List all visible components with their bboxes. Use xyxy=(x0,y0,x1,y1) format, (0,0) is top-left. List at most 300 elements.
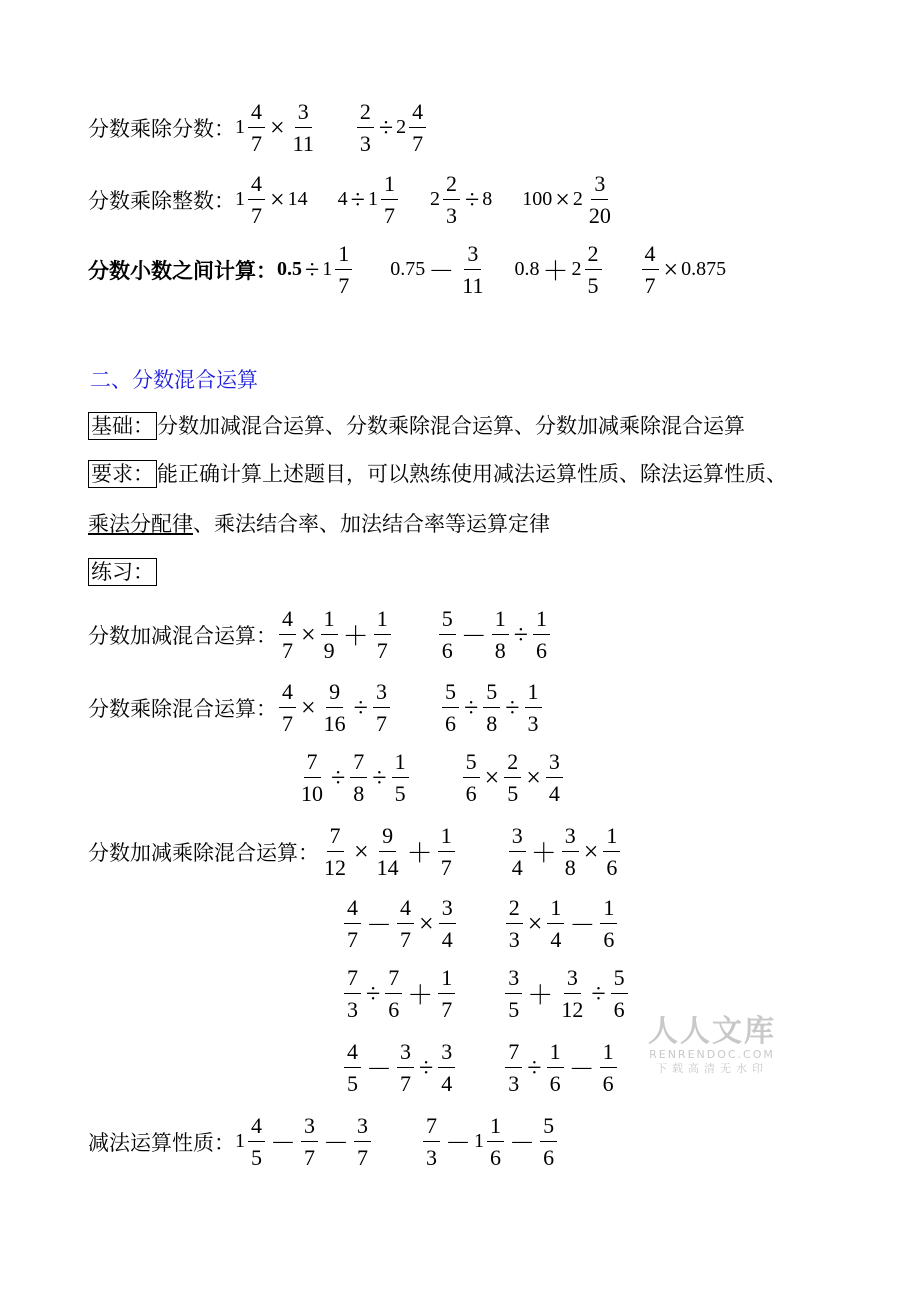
operator: ÷ xyxy=(366,978,381,1008)
expression xyxy=(640,238,727,301)
operator: × xyxy=(301,619,316,649)
operator: ＋ xyxy=(342,622,369,651)
operator: ÷ xyxy=(463,692,479,722)
requirement-box-label: 要求： xyxy=(88,460,157,488)
denominator: 3 xyxy=(527,711,539,736)
fraction xyxy=(547,892,564,955)
fraction xyxy=(385,962,402,1025)
whole-number: 2 xyxy=(429,188,440,210)
numerator: 1 xyxy=(374,603,391,635)
denominator: 7 xyxy=(357,1145,369,1170)
denominator: 3 xyxy=(508,927,520,952)
number: 0.8 xyxy=(514,258,540,280)
numerator: 3 xyxy=(464,238,481,270)
expression xyxy=(440,676,544,739)
numerator: 1 xyxy=(600,892,617,924)
whole-number: 2 xyxy=(571,258,582,280)
denominator: 5 xyxy=(394,781,406,806)
numerator: 4 xyxy=(248,96,265,128)
whole-number: 1 xyxy=(235,116,245,138)
fraction xyxy=(409,96,426,159)
numerator: 1 xyxy=(381,168,398,200)
numerator: 4 xyxy=(248,168,265,200)
operator: ＋ xyxy=(407,981,434,1010)
fraction xyxy=(540,1110,557,1173)
numerator: 3 xyxy=(546,746,563,778)
operator: ＋ xyxy=(527,981,554,1010)
watermark xyxy=(648,1016,776,1076)
numerator: 1 xyxy=(547,892,564,924)
operator: － xyxy=(428,257,455,286)
fraction xyxy=(279,603,296,666)
operator: － xyxy=(270,1129,297,1158)
expression xyxy=(355,96,428,159)
denominator: 7 xyxy=(441,997,453,1022)
numerator: 1 xyxy=(321,603,338,635)
requirement-cont-text: 、乘法结合率、加法结合率等运算定律 xyxy=(193,512,550,536)
denominator: 4 xyxy=(441,927,453,952)
fraction xyxy=(321,676,349,739)
fraction xyxy=(442,676,459,739)
fraction xyxy=(463,746,480,809)
denominator: 6 xyxy=(603,927,615,952)
numerator: 1 xyxy=(335,238,352,270)
watermark-sub: RENRENDOC.COM xyxy=(649,1048,775,1061)
numerator: 4 xyxy=(344,892,361,924)
denominator: 3 xyxy=(445,203,457,228)
fraction xyxy=(248,96,265,159)
numerator: 4 xyxy=(279,603,296,635)
basic-text: 分数加减混合运算、分数乘除混合运算、分数加减乘除混合运算 xyxy=(157,414,745,438)
fraction xyxy=(483,676,500,739)
row-mul-div-mixed-2 xyxy=(296,746,565,809)
numerator: 3 xyxy=(397,1036,414,1068)
row-label: 减法运算性质： xyxy=(88,1130,235,1155)
fraction xyxy=(248,1110,265,1173)
denominator: 5 xyxy=(251,1145,262,1170)
numerator: 7 xyxy=(327,820,344,852)
operator: － xyxy=(323,1129,350,1158)
numerator: 7 xyxy=(344,962,361,994)
row-subtraction-property xyxy=(88,1110,559,1173)
expression xyxy=(296,746,411,809)
denominator: 7 xyxy=(644,273,656,298)
numerator: 1 xyxy=(603,820,620,852)
fraction xyxy=(290,96,317,159)
denominator: 5 xyxy=(347,1071,358,1096)
fraction xyxy=(321,603,338,666)
number: 100 xyxy=(522,188,553,210)
fraction xyxy=(438,1036,455,1099)
numerator: 4 xyxy=(397,892,414,924)
denominator: 7 xyxy=(251,131,262,156)
operator: × xyxy=(526,762,541,792)
fraction xyxy=(279,676,296,739)
operator: × xyxy=(419,908,434,938)
operator: － xyxy=(366,1055,393,1084)
operator: × xyxy=(270,112,285,142)
operator: － xyxy=(366,911,393,940)
expression xyxy=(503,1036,618,1099)
fraction xyxy=(562,820,579,883)
fraction xyxy=(392,746,409,809)
denominator: 12 xyxy=(561,997,584,1022)
whole-number: 1 xyxy=(367,188,378,210)
numerator: 7 xyxy=(304,746,321,778)
fraction xyxy=(492,603,509,666)
denominator: 5 xyxy=(587,273,599,298)
operator: － xyxy=(445,1129,472,1158)
fraction xyxy=(505,1036,522,1099)
numerator: 4 xyxy=(279,676,296,708)
denominator: 7 xyxy=(338,273,350,298)
operator: × xyxy=(555,184,570,214)
fraction xyxy=(381,168,398,231)
denominator: 6 xyxy=(549,1071,561,1096)
fraction xyxy=(335,238,352,301)
expression xyxy=(277,603,393,666)
fraction xyxy=(438,962,455,1025)
numerator: 1 xyxy=(487,1110,504,1142)
numerator: 3 xyxy=(439,892,456,924)
expression xyxy=(430,168,492,231)
numerator: 7 xyxy=(385,962,402,994)
fraction xyxy=(439,603,456,666)
operator: － xyxy=(460,622,487,651)
fraction xyxy=(459,238,486,301)
fraction xyxy=(321,820,349,883)
numerator: 9 xyxy=(379,820,396,852)
denominator: 6 xyxy=(613,997,625,1022)
fraction xyxy=(642,238,659,301)
denominator: 4 xyxy=(511,855,523,880)
fraction xyxy=(423,1110,440,1173)
denominator: 7 xyxy=(440,855,452,880)
operator: ＋ xyxy=(530,839,557,868)
denominator: 11 xyxy=(292,131,314,156)
basic-line xyxy=(88,410,745,440)
numerator: 4 xyxy=(344,1036,361,1068)
fraction xyxy=(600,1036,617,1099)
number: 8 xyxy=(482,188,493,210)
denominator: 11 xyxy=(462,273,484,298)
denominator: 7 xyxy=(282,711,293,736)
numerator: 7 xyxy=(423,1110,440,1142)
operator: ＋ xyxy=(542,257,569,286)
numerator: 5 xyxy=(611,962,628,994)
expression xyxy=(235,168,308,231)
numerator: 2 xyxy=(357,96,374,128)
numerator: 4 xyxy=(642,238,659,270)
practice-line xyxy=(88,556,157,586)
denominator: 7 xyxy=(400,927,412,952)
numerator: 1 xyxy=(525,676,542,708)
numerator: 5 xyxy=(442,676,459,708)
expression xyxy=(503,962,629,1025)
fraction xyxy=(397,1036,414,1099)
expression xyxy=(514,238,603,301)
operator: － xyxy=(509,1129,536,1158)
row-all-mixed-4 xyxy=(342,1036,619,1099)
operator: － xyxy=(568,1055,595,1084)
denominator: 3 xyxy=(508,1071,520,1096)
fraction xyxy=(298,746,326,809)
operator: × xyxy=(270,184,285,214)
expression xyxy=(522,168,616,231)
numerator: 7 xyxy=(350,746,367,778)
fraction xyxy=(509,820,526,883)
fraction xyxy=(504,746,521,809)
whole-number: 2 xyxy=(572,188,583,210)
operator: ÷ xyxy=(505,692,520,722)
fraction xyxy=(505,962,522,1025)
fraction xyxy=(443,168,460,231)
operator: ÷ xyxy=(372,762,387,792)
operator: ÷ xyxy=(353,692,368,722)
fraction xyxy=(586,168,614,231)
numerator: 1 xyxy=(492,603,509,635)
numerator: 4 xyxy=(409,96,426,128)
denominator: 6 xyxy=(465,781,477,806)
numerator: 7 xyxy=(505,1036,522,1068)
denominator: 14 xyxy=(376,855,399,880)
denominator: 8 xyxy=(564,855,576,880)
fraction xyxy=(248,168,265,231)
expression xyxy=(390,238,488,301)
row-label: 分数小数之间计算： xyxy=(88,258,277,283)
fraction xyxy=(506,892,523,955)
denominator: 16 xyxy=(323,711,346,736)
fraction xyxy=(301,1110,318,1173)
row-label: 分数乘除分数： xyxy=(88,116,235,141)
whole-number: 1 xyxy=(474,1130,485,1152)
numerator: 9 xyxy=(326,676,343,708)
numerator: 3 xyxy=(301,1110,318,1142)
watermark-tag: 下载高清无水印 xyxy=(656,1062,768,1075)
fraction xyxy=(600,892,617,955)
row-all-mixed-3 xyxy=(342,962,630,1025)
denominator: 6 xyxy=(441,638,453,663)
denominator: 6 xyxy=(606,855,618,880)
expression xyxy=(235,1110,373,1173)
fraction xyxy=(350,746,367,809)
denominator: 3 xyxy=(426,1145,438,1170)
number: 4 xyxy=(337,188,348,210)
fraction xyxy=(354,1110,371,1173)
denominator: 6 xyxy=(444,711,456,736)
denominator: 5 xyxy=(508,997,520,1022)
expression xyxy=(507,820,623,883)
operator: ÷ xyxy=(513,619,528,649)
denominator: 4 xyxy=(548,781,560,806)
number: 0.75 xyxy=(390,258,426,280)
row-label: 分数乘除整数： xyxy=(88,188,235,213)
whole-number: 1 xyxy=(235,1130,245,1152)
expression xyxy=(437,603,552,666)
denominator: 8 xyxy=(353,781,365,806)
numerator: 1 xyxy=(533,603,550,635)
numerator: 3 xyxy=(373,676,390,708)
requirement-line xyxy=(88,458,787,488)
fraction xyxy=(558,962,586,1025)
expression xyxy=(421,1110,559,1173)
numerator: 2 xyxy=(506,892,523,924)
expression xyxy=(277,238,354,301)
numerator: 3 xyxy=(564,962,581,994)
whole-number: 1 xyxy=(235,188,245,210)
operator: ÷ xyxy=(331,762,346,792)
row-frac-muldiv-int xyxy=(88,168,616,231)
numerator: 1 xyxy=(547,1036,564,1068)
row-add-sub-mixed xyxy=(88,603,552,666)
expression xyxy=(342,892,458,955)
denominator: 3 xyxy=(347,997,358,1022)
numerator: 3 xyxy=(354,1110,371,1142)
watermark-title: 人人文库 xyxy=(648,1014,776,1049)
numerator: 5 xyxy=(540,1110,557,1142)
row-label: 分数乘除混合运算： xyxy=(88,696,277,721)
operator: ÷ xyxy=(419,1052,434,1082)
denominator: 7 xyxy=(375,711,387,736)
operator: × xyxy=(301,692,316,722)
fraction xyxy=(525,676,542,739)
denominator: 20 xyxy=(588,203,611,228)
number: 0.5 xyxy=(277,258,302,280)
row-label: 分数加减乘除混合运算： xyxy=(88,840,319,865)
numerator: 1 xyxy=(392,746,409,778)
operator: × xyxy=(663,254,679,284)
fraction xyxy=(374,820,402,883)
fraction xyxy=(357,96,374,159)
numerator: 3 xyxy=(509,820,526,852)
fraction xyxy=(373,676,390,739)
whole-number: 1 xyxy=(322,258,333,280)
denominator: 6 xyxy=(388,997,400,1022)
denominator: 9 xyxy=(323,638,335,663)
row-all-mixed xyxy=(88,820,622,883)
fraction xyxy=(439,892,456,955)
fraction xyxy=(533,603,550,666)
operator: ÷ xyxy=(591,978,606,1008)
denominator: 7 xyxy=(412,131,424,156)
numerator: 2 xyxy=(443,168,460,200)
denominator: 7 xyxy=(376,638,388,663)
fraction xyxy=(611,962,628,1025)
basic-box-label: 基础： xyxy=(88,412,157,440)
practice-box-label: 练习： xyxy=(88,558,157,586)
denominator: 7 xyxy=(347,927,358,952)
expression xyxy=(319,820,457,883)
whole-number: 2 xyxy=(396,116,407,138)
denominator: 6 xyxy=(535,638,547,663)
fraction xyxy=(547,1036,564,1099)
fraction xyxy=(603,820,620,883)
numerator: 4 xyxy=(248,1110,265,1142)
denominator: 8 xyxy=(494,638,506,663)
operator: ÷ xyxy=(464,184,480,214)
numerator: 2 xyxy=(504,746,521,778)
operator: × xyxy=(354,836,369,866)
denominator: 7 xyxy=(251,203,262,228)
denominator: 7 xyxy=(383,203,395,228)
operator: ÷ xyxy=(527,1052,542,1082)
section-title: 二、分数混合运算 xyxy=(90,368,258,392)
operator: ÷ xyxy=(350,184,365,214)
denominator: 5 xyxy=(507,781,519,806)
requirement-underlined: 乘法分配律 xyxy=(88,512,193,536)
denominator: 7 xyxy=(304,1145,316,1170)
operator: × xyxy=(484,762,500,792)
denominator: 7 xyxy=(400,1071,412,1096)
operator: × xyxy=(527,908,543,938)
fraction xyxy=(344,1036,361,1099)
expression xyxy=(277,676,392,739)
numerator: 3 xyxy=(438,1036,455,1068)
operator: － xyxy=(569,911,596,940)
fraction xyxy=(344,892,361,955)
fraction xyxy=(546,746,563,809)
numerator: 3 xyxy=(295,96,312,128)
expression xyxy=(342,962,457,1025)
expression xyxy=(342,1036,457,1099)
denominator: 12 xyxy=(324,855,346,880)
numerator: 2 xyxy=(585,238,602,270)
numerator: 1 xyxy=(438,820,455,852)
denominator: 10 xyxy=(301,781,323,806)
operator: × xyxy=(583,836,599,866)
fraction xyxy=(397,892,414,955)
expression xyxy=(338,168,400,231)
numerator: 1 xyxy=(600,1036,617,1068)
denominator: 7 xyxy=(282,638,293,663)
row-mul-div-mixed xyxy=(88,676,544,739)
numerator: 5 xyxy=(483,676,500,708)
row-frac-muldiv-frac xyxy=(88,96,428,159)
fraction xyxy=(374,603,391,666)
denominator: 4 xyxy=(441,1071,453,1096)
number: 14 xyxy=(287,188,308,210)
denominator: 8 xyxy=(486,711,498,736)
fraction xyxy=(487,1110,504,1173)
expression xyxy=(461,746,565,809)
denominator: 6 xyxy=(543,1145,555,1170)
number: 0.875 xyxy=(681,258,727,280)
requirement-cont-line xyxy=(88,508,550,538)
denominator: 6 xyxy=(490,1145,502,1170)
operator: ＋ xyxy=(406,839,433,868)
numerator: 5 xyxy=(439,603,456,635)
operator: ÷ xyxy=(378,112,394,142)
row-frac-decimal xyxy=(88,238,726,301)
numerator: 5 xyxy=(463,746,480,778)
expression xyxy=(504,892,620,955)
numerator: 3 xyxy=(591,168,608,200)
fraction xyxy=(344,962,361,1025)
fraction xyxy=(585,238,602,301)
expression xyxy=(235,96,319,159)
fraction xyxy=(438,820,455,883)
denominator: 4 xyxy=(550,927,562,952)
numerator: 3 xyxy=(505,962,522,994)
numerator: 1 xyxy=(438,962,455,994)
operator: ÷ xyxy=(305,254,320,284)
numerator: 3 xyxy=(562,820,579,852)
denominator: 6 xyxy=(602,1071,614,1096)
row-label: 分数加减混合运算： xyxy=(88,623,277,648)
requirement-text: 能正确计算上述题目，可以熟练使用减法运算性质、除法运算性质、 xyxy=(157,462,787,486)
row-all-mixed-2 xyxy=(342,892,619,955)
denominator: 3 xyxy=(359,131,371,156)
